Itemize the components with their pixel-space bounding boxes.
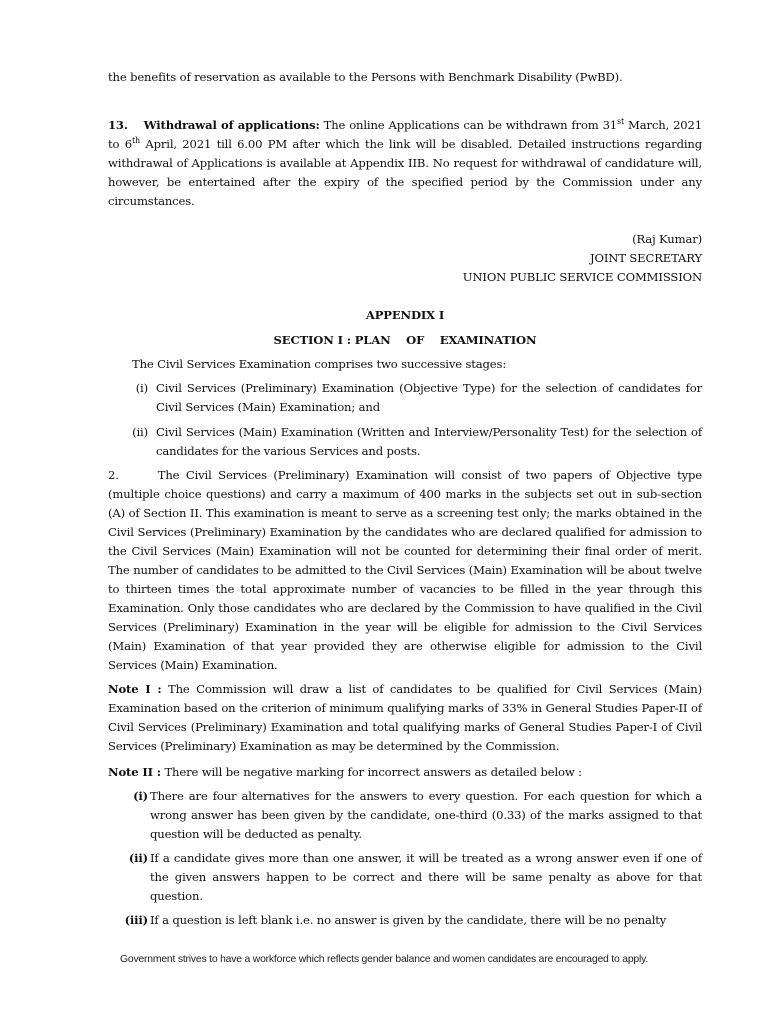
section-title: SECTION I : PLAN OF EXAMINATION xyxy=(273,333,537,347)
paragraph-2 xyxy=(108,466,702,675)
penalty-marker: (iii) xyxy=(124,913,148,927)
signature-organization: UNION PUBLIC SERVICE COMMISSION xyxy=(462,270,702,284)
note-1 xyxy=(108,680,702,756)
appendix-title: APPENDIX I xyxy=(365,308,445,322)
note1-text: The Commission will draw a list of candidates to be qualified for Civil Services (Main) Examination based on the criterion of minimum qualifying marks of 33% in General Studies Paper-II of Civil Services (Preliminary) Examination and total qualifying marks of General Studies Paper-I of Civil Services (Preliminary) Examination as may be determined by the Commission. xyxy=(108,682,702,753)
note2-label: Note II : xyxy=(108,765,161,779)
penalty-marker: (ii) xyxy=(128,851,148,865)
para13-heading: Withdrawal of applications: xyxy=(143,118,320,132)
para13-text-a: The online Applications can be withdrawn from 31 xyxy=(323,118,618,132)
penalty-text: If a question is left blank i.e. no answer is given by the candidate, there will be no penalty xyxy=(150,913,667,927)
penalty-marker: (i) xyxy=(133,789,148,803)
intro-line: the benefits of reservation as available to the Persons with Benchmark Disability (PwBD). xyxy=(108,70,623,84)
stage-marker: (ii) xyxy=(132,425,148,439)
para13-sup-a: st xyxy=(617,117,625,127)
appendix-intro: The Civil Services Examination comprises two successive stages: xyxy=(132,357,507,371)
penalty-item xyxy=(108,787,702,847)
signature-name: (Raj Kumar) xyxy=(632,232,702,246)
para2-text: The Civil Services (Preliminary) Examination will consist of two papers of Objective type (multiple choice questions) and carry a maximum of 400 marks in the subjects set out in sub-section (A) of Section II. This examination is meant to serve as a screening test only; the marks obtained in the Civil Services (Preliminary) Examination by the candidates who are declared qualified for admission to the Civil Services (Main) Examination will not be counted for determining their final order of merit. The number of candidates to be admitted to the Civil Services (Main) Examination will be about twelve to thirteen times the total approximate number of vacancies to be filled in the year through this Examination. Only those candidates who are declared by the Commission to have qualified in the Civil Services (Preliminary) Examination in the year will be eligible for admission to the Civil Services (Main) Examination of that year provided they are otherwise eligible for admission to the Civil Services (Main) Examination. xyxy=(108,468,702,672)
note2-text: There will be negative marking for incorrect answers as detailed below : xyxy=(164,765,582,779)
para13-number: 13. xyxy=(108,118,128,132)
penalty-text: There are four alternatives for the answers to every question. For each question for which a wrong answer has been given by the candidate, one-third (0.33) of the marks assigned to that question will be deducted as penalty. xyxy=(150,789,702,841)
note-2 xyxy=(108,763,702,782)
signature-designation: JOINT SECRETARY xyxy=(589,251,702,265)
stage-item xyxy=(108,423,702,463)
penalty-item xyxy=(108,849,702,909)
stage-text: Civil Services (Preliminary) Examination (Objective Type) for the selection of candidates for Civil Services (Main) Examination; and xyxy=(156,381,702,414)
para2-number: 2. xyxy=(108,468,119,482)
para13-text-b: March, 2021 to 6 xyxy=(108,118,702,151)
note1-label: Note I : xyxy=(108,682,162,696)
stage-text: Civil Services (Main) Examination (Written and Interview/Personality Test) for the selection of candidates for the various Services and posts. xyxy=(156,425,702,458)
page-footer: Government strives to have a workforce which reflects gender balance and women candidates are encouraged to apply. xyxy=(119,954,649,965)
stage-marker: (i) xyxy=(135,381,148,395)
penalty-text: If a candidate gives more than one answer, it will be treated as a wrong answer even if one of the given answers happen to be correct and there will be same penalty as above for that question. xyxy=(150,851,702,903)
stage-item xyxy=(108,379,702,419)
para13-sup-b: th xyxy=(131,136,141,146)
penalty-item xyxy=(108,911,702,931)
para13-text-c: April, 2021 till 6.00 PM after which the link will be disabled. Detailed instructions regarding withdrawal of Applications is available at Appendix IIB. No request for withdrawal of candidature will, however, be entertained after the expiry of the specified period by the Commission under any circumstances. xyxy=(108,137,702,208)
paragraph-13 xyxy=(108,116,702,211)
